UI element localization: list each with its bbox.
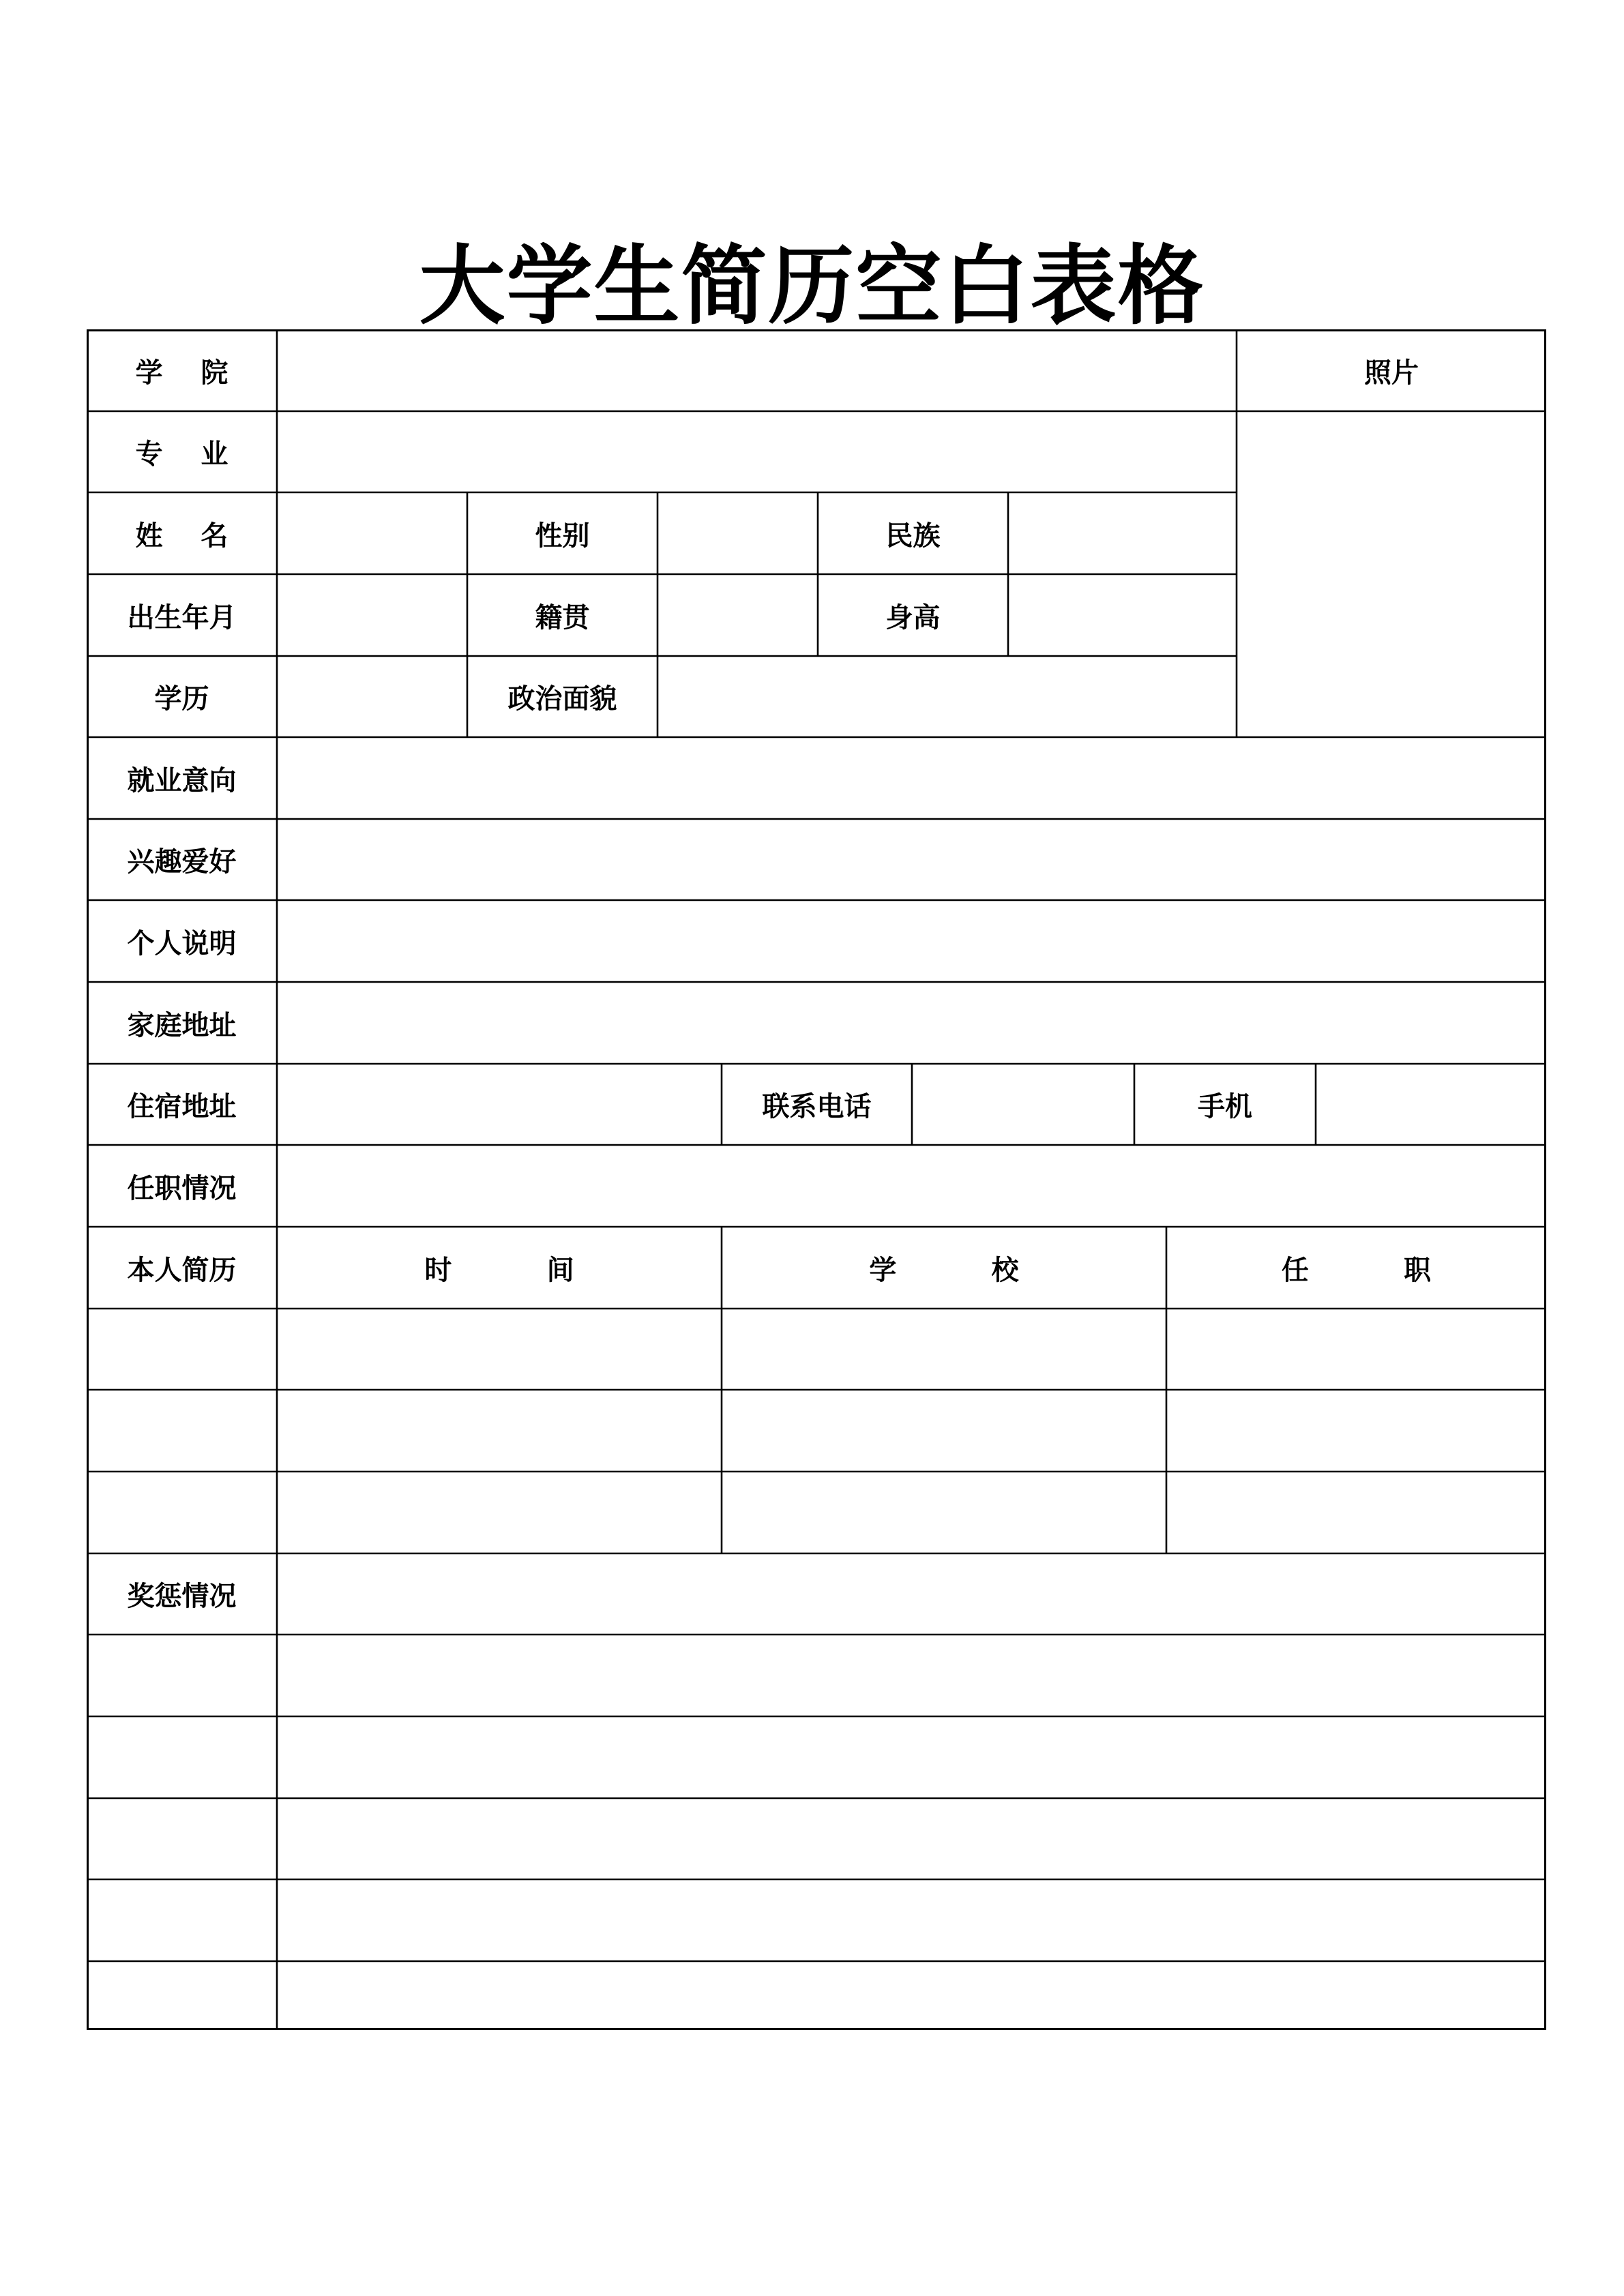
label-hobbies: 兴趣爱好 — [127, 846, 237, 878]
label-contact-phone: 联系电话 — [762, 1091, 872, 1122]
contact-phone-field[interactable] — [912, 1064, 1134, 1145]
mobile-field[interactable] — [1316, 1064, 1546, 1145]
label-mobile: 手机 — [1198, 1091, 1252, 1122]
label-resume: 本人简历 — [127, 1254, 237, 1286]
label-college: 学 院 — [135, 357, 228, 389]
name-field[interactable] — [277, 492, 467, 574]
label-photo: 照片 — [1364, 357, 1419, 389]
label-political-status: 政治面貌 — [507, 683, 617, 715]
label-job-intention: 就业意向 — [127, 764, 237, 796]
resume-position-field[interactable] — [1166, 1390, 1546, 1472]
label-name: 姓 名 — [135, 520, 228, 552]
personal-statement-field[interactable] — [277, 900, 1546, 982]
resume-time-field[interactable] — [277, 1390, 722, 1472]
dorm-address-field[interactable] — [277, 1064, 722, 1145]
label-ethnicity: 民族 — [885, 520, 941, 552]
blank-row-field[interactable] — [277, 1635, 1546, 1716]
resume-time-field[interactable] — [277, 1472, 722, 1553]
resume-school-field[interactable] — [722, 1472, 1166, 1553]
resume-position-field[interactable] — [1166, 1309, 1546, 1390]
education-field[interactable] — [277, 656, 467, 737]
blank-row-field[interactable] — [277, 1798, 1546, 1879]
blank-row-field[interactable] — [277, 1961, 1546, 2030]
college-field[interactable] — [277, 329, 1237, 411]
resume-form — [87, 329, 1546, 2030]
label-personal-statement: 个人说明 — [127, 927, 237, 959]
blank-row-field[interactable] — [277, 1716, 1546, 1798]
height-field[interactable] — [1008, 574, 1237, 656]
header-time: 时 间 — [424, 1254, 574, 1286]
major-field[interactable] — [277, 411, 1237, 492]
native-place-field[interactable] — [658, 574, 818, 656]
label-birth: 出生年月 — [127, 601, 237, 633]
page-title: 大学生简历空白表格 — [419, 236, 1205, 336]
label-gender: 性别 — [535, 520, 590, 552]
label-dorm-address: 住宿地址 — [127, 1091, 237, 1122]
resume-position-field[interactable] — [1166, 1472, 1546, 1553]
resume-school-field[interactable] — [722, 1309, 1166, 1390]
photo-area[interactable] — [1237, 411, 1546, 737]
label-home-address: 家庭地址 — [127, 1009, 237, 1041]
positions-held-field[interactable] — [277, 1145, 1546, 1227]
gender-field[interactable] — [658, 492, 818, 574]
political-status-field[interactable] — [658, 656, 1237, 737]
label-height: 身高 — [885, 601, 941, 633]
label-native-place: 籍贯 — [535, 601, 590, 633]
hobbies-field[interactable] — [277, 819, 1546, 900]
header-position: 任 职 — [1281, 1254, 1432, 1286]
resume-time-field[interactable] — [277, 1309, 722, 1390]
rewards-field[interactable] — [277, 1553, 1546, 1635]
resume-school-field[interactable] — [722, 1390, 1166, 1472]
label-rewards: 奖惩情况 — [127, 1581, 237, 1612]
job-intention-field[interactable] — [277, 737, 1546, 819]
birth-field[interactable] — [277, 574, 467, 656]
label-positions-held: 任职情况 — [127, 1172, 237, 1204]
label-education: 学历 — [154, 683, 209, 715]
label-major: 专 业 — [135, 438, 228, 470]
home-address-field[interactable] — [277, 982, 1546, 1064]
header-school: 学 校 — [869, 1254, 1019, 1286]
ethnicity-field[interactable] — [1008, 492, 1237, 574]
blank-row-field[interactable] — [277, 1879, 1546, 1961]
